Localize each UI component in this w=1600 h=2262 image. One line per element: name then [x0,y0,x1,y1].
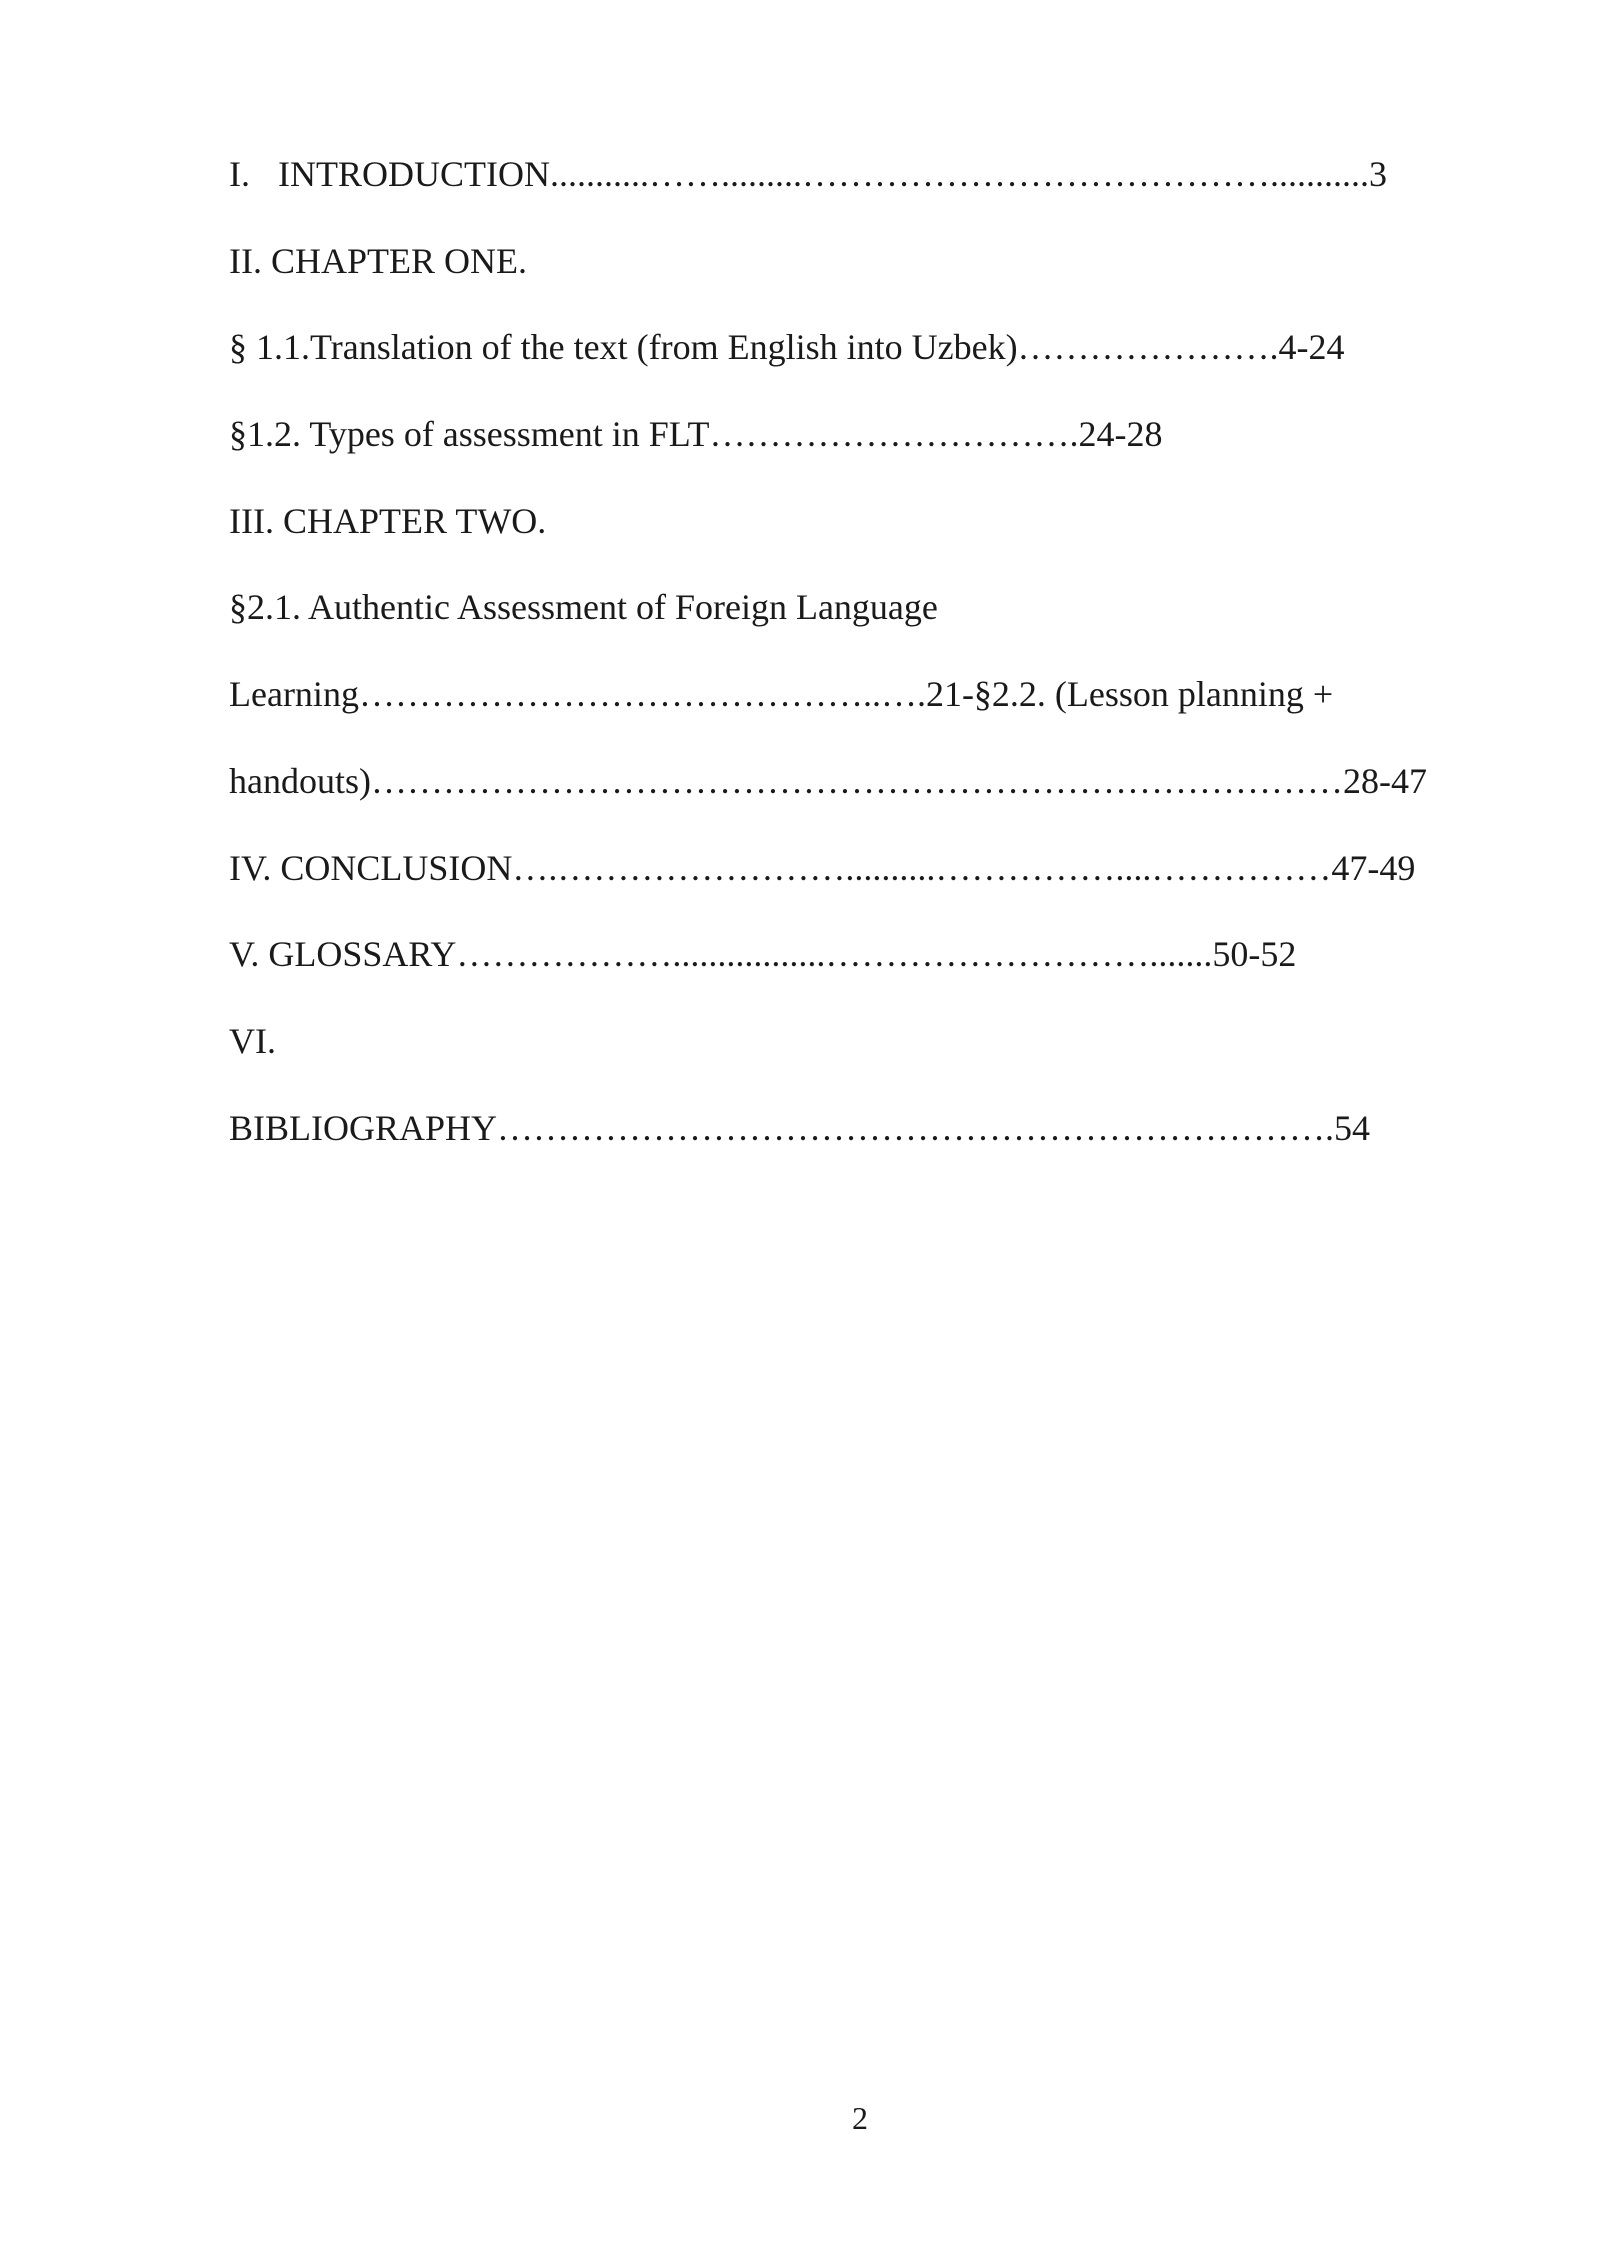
toc-numeral: I. [229,154,250,194]
toc-entry-introduction [229,152,1387,196]
toc-entry-section-1-2: §1.2. Types of assessment in FLT………………………….24-28 [229,414,1163,454]
toc-entry-bibliography-numeral: VI. [229,1021,276,1061]
toc-entry-bibliography: BIBLIOGRAPHY…………………………………………………………….54 [229,1108,1371,1148]
toc-introduction-title: INTRODUCTION...........…….........…………………………………...........3 [278,154,1387,194]
toc-entry-conclusion: IV. CONCLUSION….……………………..........……………....……………47-49 [229,848,1416,888]
page-number: 2 [852,2100,868,2136]
toc-entry-section-2-2-continued: handouts)………………………………………………………………………28-47 [229,761,1427,801]
toc-entry-chapter-one: II. CHAPTER ONE. [229,241,527,281]
toc-entry-section-1-1: § 1.1.Translation of the text (from English into Uzbek)………………….4-24 [229,327,1345,367]
toc-entry-glossary: V. GLOSSARY……………….................……………………….......50-52 [229,934,1297,974]
toc-entry-section-2-1: §2.1. Authentic Assessment of Foreign Language [229,587,938,627]
toc-entry-section-2-1-continued: Learning……………………………………..….21-§2.2. (Lesson planning + [229,674,1334,714]
toc-entry-chapter-two: III. CHAPTER TWO. [229,501,547,541]
